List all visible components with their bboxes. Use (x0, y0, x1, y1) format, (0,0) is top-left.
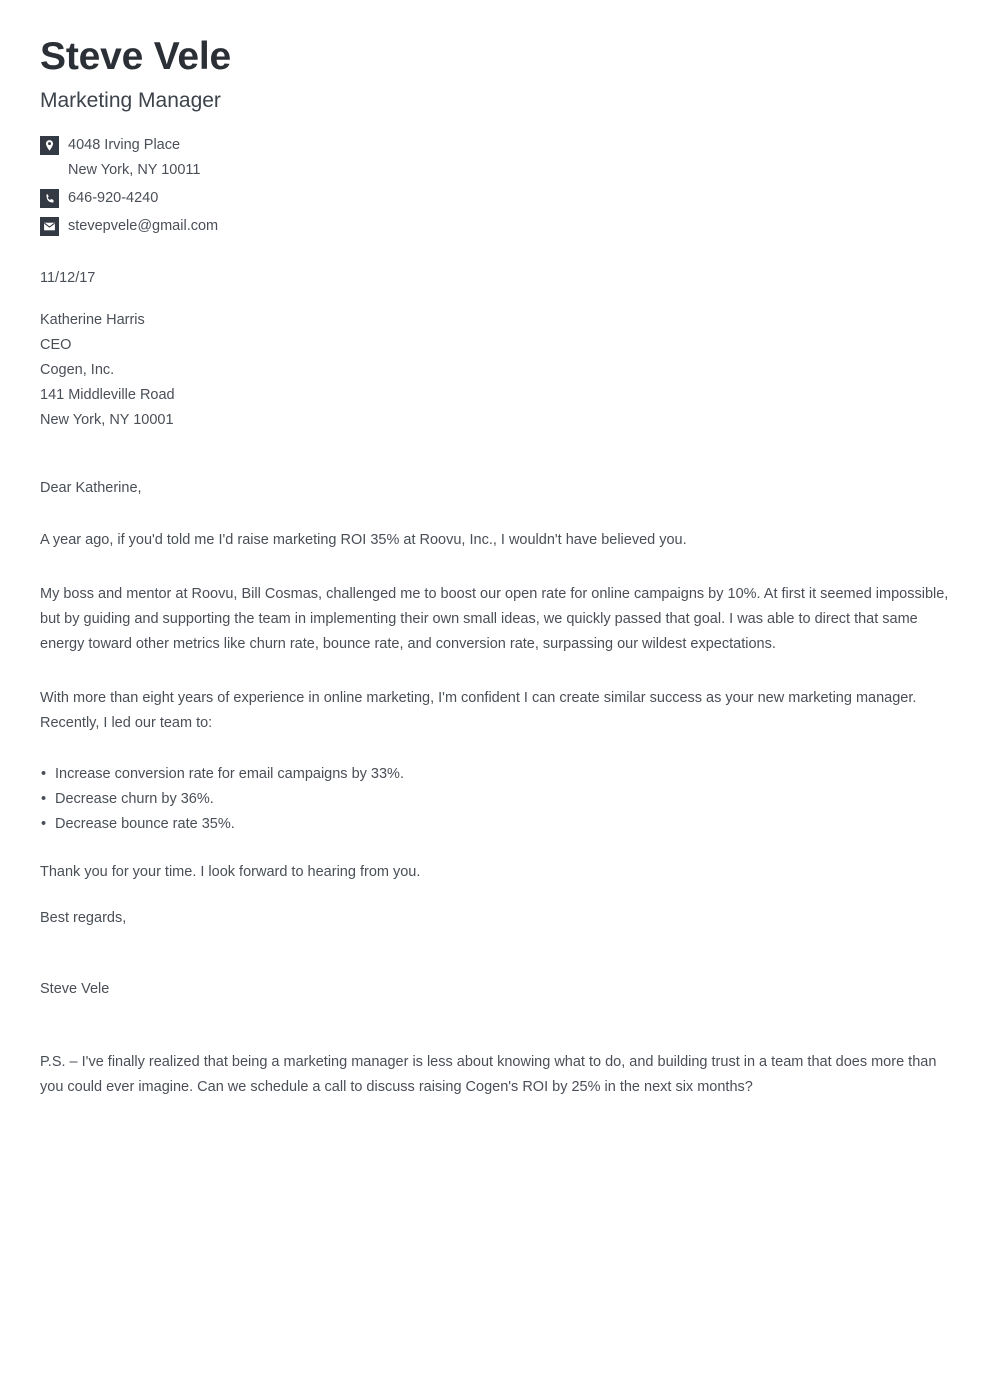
letter-paragraph-2: My boss and mentor at Roovu, Bill Cosmas, challenged me to boost our open rate for online campaigns by 10%. At first it seemed impossible, but by guiding and supporting the team in implementing their own small ideas, we quickly passed that goal. I was able to direct that same energy toward other metrics like churn rate, bounce rate, and conversion rate, surpassing our wildest expectations. (40, 586, 949, 653)
contact-address-line1: 4048 Irving Place (68, 137, 181, 154)
applicant-job-title: Marketing Manager (40, 89, 221, 113)
list-item: • Decrease bounce rate 35%. (40, 812, 950, 837)
envelope-icon (40, 217, 59, 236)
recipient-line: Cogen, Inc. (40, 362, 115, 379)
contact-phone[interactable] (40, 188, 950, 209)
letter-closing: Thank you for your time. I look forward to hearing from you. (40, 864, 421, 881)
letter-date: 11/12/17 (40, 270, 96, 287)
applicant-name: Steve Vele (40, 35, 231, 78)
contact-email[interactable] (40, 216, 950, 237)
recipient-line: 141 Middleville Road (40, 387, 175, 404)
letter-salutation: Dear Katherine, (40, 480, 142, 497)
letter-signature-name: Steve Vele (40, 981, 110, 998)
contact-address-line2: New York, NY 10011 (68, 162, 201, 179)
recipient-line: CEO (40, 337, 72, 354)
phone-icon (40, 189, 59, 208)
contact-email-text: stevepvele@gmail.com (68, 218, 219, 235)
recipient-line: New York, NY 10001 (40, 412, 174, 429)
list-item: • Decrease churn by 36%. (40, 787, 950, 812)
letter-postscript: P.S. – I've finally realized that being a marketing manager is less about knowing what to do, and building trust in a team that does more than you could ever imagine. Can we schedule a call to discuss raising Cogen's ROI by 25% in the next six months? (40, 1054, 937, 1096)
contact-list (40, 135, 950, 237)
letter-signoff: Best regards, (40, 910, 127, 927)
letter-paragraph-3: With more than eight years of experience in online marketing, I'm confident I can create similar success as your new marketing manager. Recently, I led our team to: (40, 690, 917, 732)
letter-header (40, 0, 950, 237)
achievement-list (40, 762, 950, 837)
letter-paragraph-1: A year ago, if you'd told me I'd raise marketing ROI 35% at Roovu, Inc., I wouldn't have believed you. (40, 532, 687, 549)
contact-address (40, 135, 950, 181)
contact-address-text (68, 135, 200, 181)
location-pin-icon (40, 136, 59, 155)
contact-phone-text: 646-920-4240 (68, 190, 159, 207)
recipient-line: Katherine Harris (40, 312, 145, 329)
letter-body (40, 268, 950, 1100)
recipient-block (40, 308, 950, 433)
list-item: • Increase conversion rate for email campaigns by 33%. (40, 762, 950, 787)
